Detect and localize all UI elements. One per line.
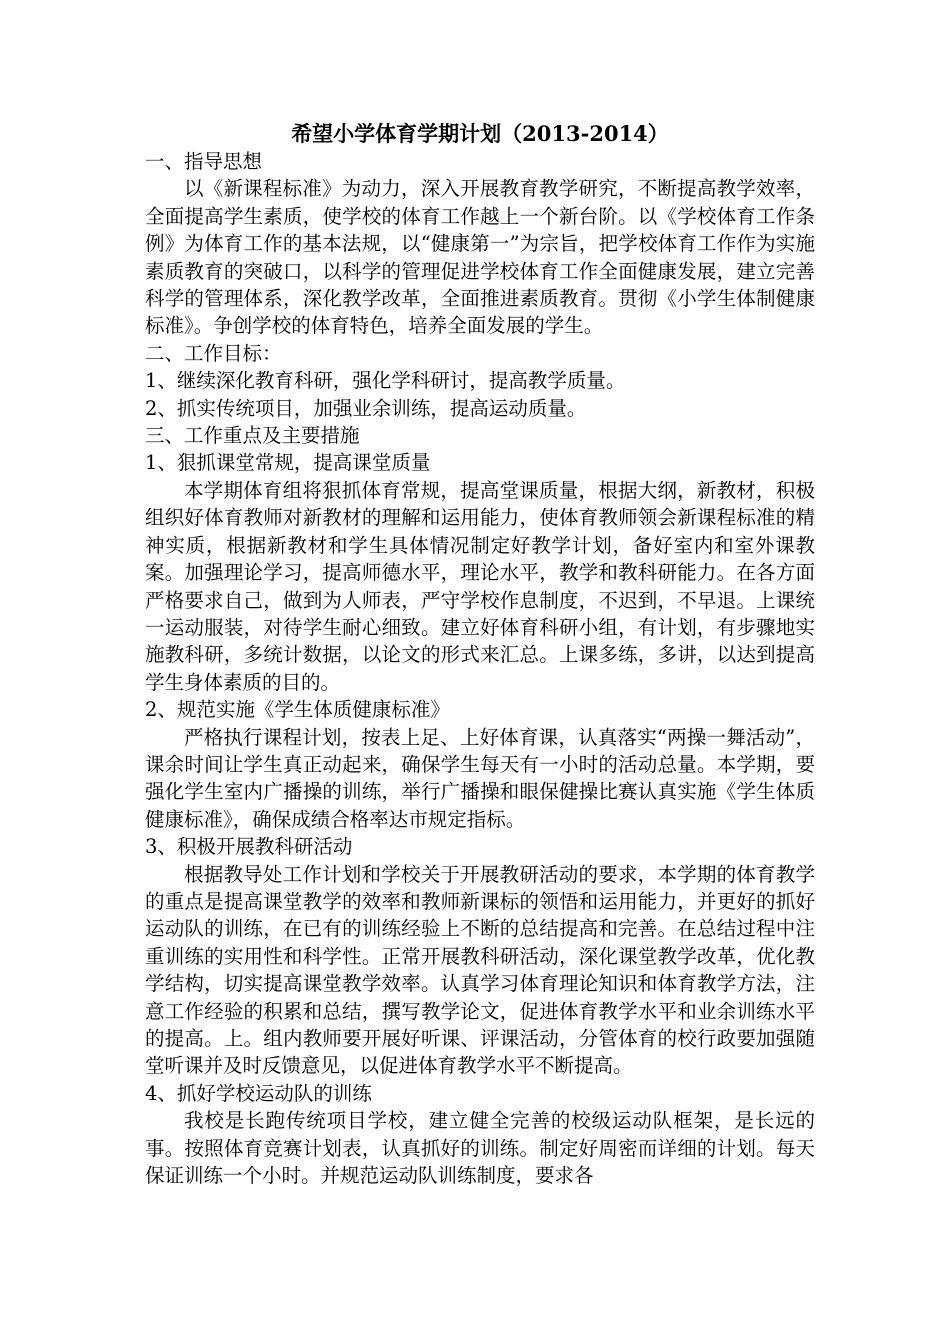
section-heading-guiding-thought: 一、指导思想 [145, 150, 263, 173]
paragraph-teaching-research: 根据教导处工作计划和学校关于开展教研活动的要求，本学期的体育教学的重点是提高课堂教学的效率和教师新课标的领悟和运用能力，并更好的抓好运动队的训练，在已有的训练经验上不断的总结提高和完善。在总结过程中注重训练的实用性和科学性。正常开展教科研活动，深化课堂教学改革，优化教学结构，切实提高课堂教学效率。认真学习体育理论知识和体育教学方法，注意工作经验的积累和总结，撰写教学论文，促进体育教学水平和业余训练水平的提高。上。组内教师要开展好听课、评课活动，分管体育的校行政要加强随堂听课并及时反馈意见，以促进体育教学水平不断提高。 [145, 862, 815, 1078]
paragraph-sports-team: 我校是长跑传统项目学校，建立健全完善的校级运动队框架，是长远的事。按照体育竞赛计划表，认真抓好的训练。制定好周密而详细的计划。每天保证训练一个小时。并规范运动队训练制度，要求各 [145, 1109, 815, 1188]
document-page [145, 120, 815, 1189]
paragraph-classroom-routine: 本学期体育组将狠抓体育常规，提高堂课质量，根据大纲，新教材，积极组织好体育教师对新教材的理解和运用能力，使体育教师领会新课程标准的精神实质，根据新教材和学生具体情况制定好教学计划，备好室内和室外课教案。加强理论学习，提高师德水平，理论水平，教学和教科研能力。在各方面严格要求自己，做到为人师表，严守学校作息制度，不迟到，不早退。上课统一运动服装，对待学生耐心细致。建立好体育科研小组，有计划，有步骤地实施教科研，多统计数据，以论文的形式来汇总。上课多练，多讲，以达到提高学生身体素质的目的。 [145, 478, 815, 694]
subheading-classroom-routine: 1、狠抓课堂常规，提高课堂质量 [145, 451, 431, 475]
subheading-sports-team: 4、抓好学校运动队的训练 [145, 1081, 372, 1105]
subheading-health-standard: 2、规范实施《学生体质健康标准》 [145, 698, 450, 722]
document-title: 希望小学体育学期计划（2013-2014） [291, 121, 669, 146]
goal-item-1: 1、继续深化教育科研，强化学科研讨，提高教学质量。 [145, 369, 626, 393]
subheading-teaching-research: 3、积极开展教科研活动 [145, 835, 353, 859]
goal-item-2: 2、抓实传统项目，加强业余训练，提高运动质量。 [145, 396, 587, 420]
section-heading-key-measures: 三、工作重点及主要措施 [145, 424, 360, 448]
paragraph-guiding-thought: 以《新课程标准》为动力，深入开展教育教学研究，不断提高教学效率，全面提高学生素质，使学校的体育工作越上一个新台阶。以《学校体育工作条例》为体育工作的基本法规，以“健康第一”为宗旨，把学校体育工作作为实施素质教育的突破口，以科学的管理促进学校体育工作全面健康发展，建立完善科学的管理体系，深化教学改革，全面推进素质教育。贯彻《小学生体制健康标准》。争创学校的体育特色，培养全面发展的学生。 [145, 177, 815, 338]
section-heading-work-goals: 二、工作目标： [145, 341, 282, 365]
paragraph-health-standard: 严格执行课程计划，按表上足、上好体育课，认真落实“两操一舞活动”，课余时间让学生真正动起来，确保学生每天有一小时的活动总量。本学期，要强化学生室内广播操的训练，举行广播操和眼保健操比赛认真实施《学生体质健康标准》，确保成绩合格率达市规定指标。 [145, 725, 815, 831]
